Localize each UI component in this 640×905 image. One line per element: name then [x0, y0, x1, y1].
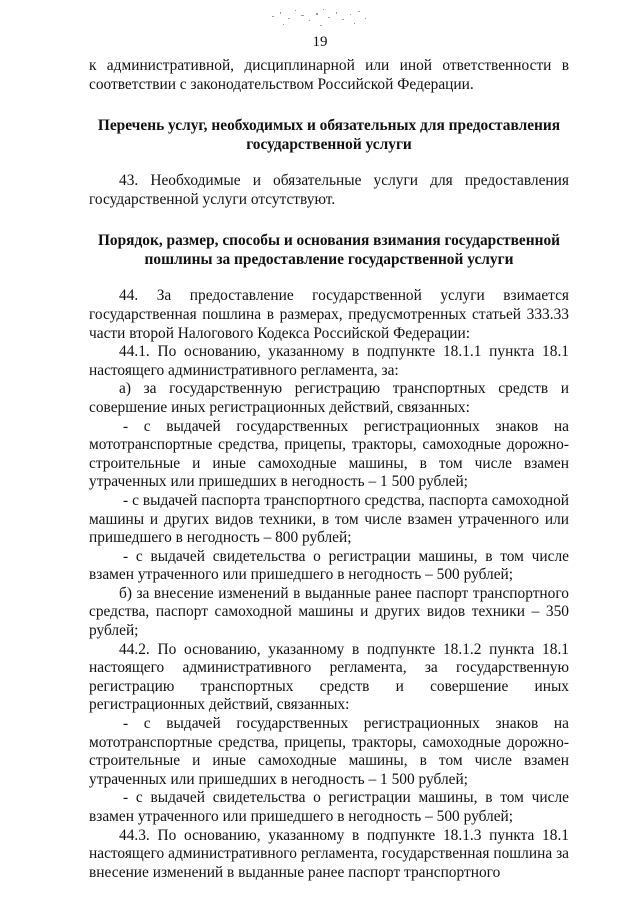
- paragraph-44: 44. За предоставление государственной услуги взимается государственная пошлина в размерах, предусмотренных статьей 333.33 части второй Налогового Кодекса Российской Федерации:: [89, 287, 569, 342]
- paragraph-44-1-a: а) за государственную регистрацию транспортных средств и совершение иных регистрационных действий, связанных:: [89, 380, 569, 416]
- list-item-44-1-a-passport: - с выдачей паспорта транспортного средства, паспорта самоходной машины и других видов техники, в том числе взамен утраченного или пришедшего в негодность – 800 рублей;: [89, 491, 569, 547]
- list-item-44-1-a-certificate: - с выдачей свидетельства о регистрации машины, в том числе взамен утраченного или пришедшего в негодность – 500 рублей;: [89, 547, 569, 584]
- list-item-44-2-plates: - с выдачей государственных регистрационных знаков на мототранспортные средства, прицепы, тракторы, самоходные дорожно-строительные и иные самоходные машины, в том числе взамен утраченных или пришедших в негодность – 1 500 рублей;: [89, 715, 569, 788]
- list-item-44-2-certificate: - с выдачей свидетельства о регистрации машины, в том числе взамен утраченного или пришедшего в негодность – 500 рублей;: [89, 789, 569, 825]
- page-number: 19: [312, 34, 328, 50]
- paragraph-44-1-b: б) за внесение изменений в выданные ранее паспорт транспортного средства, паспорт самоходной машины и других видов техники – 350 рублей;: [89, 584, 569, 640]
- document-body: [89, 57, 569, 882]
- section-heading-services: Перечень услуг, необходимых и обязательных для предоставления государственной услуги: [97, 117, 561, 154]
- list-item-44-1-a-plates: - с выдачей государственных регистрационных знаков на мототранспортные средства, прицепы, тракторы, самоходные дорожно-строительные и иные самоходные машины, в том числе взамен утраченных или пришедших в негодность – 1 500 рублей;: [89, 417, 569, 491]
- paragraph-44-1: 44.1. По основанию, указанному в подпункте 18.1.1 пункта 18.1 настоящего административного регламента, за:: [89, 343, 569, 379]
- paragraph-43: 43. Необходимые и обязательные услуги для предоставления государственной услуги отсутствуют.: [89, 172, 569, 208]
- paragraph-intro: к административной, дисциплинарной или иной ответственности в соответствии с законодательством Российской Федерации.: [89, 57, 569, 93]
- scan-noise: [268, 6, 378, 32]
- paragraph-44-2: 44.2. По основанию, указанному в подпункте 18.1.2 пункта 18.1 настоящего административного регламента, за государственную регистрацию транспортных средств и совершение иных регистрационных действий, связанных:: [89, 640, 569, 714]
- section-heading-state-fee: Порядок, размер, способы и основания взимания государственной пошлины за предоставление государственной услуги: [97, 232, 561, 269]
- paragraph-44-3: 44.3. По основанию, указанному в подпункте 18.1.3 пункта 18.1 настоящего административного регламента, государственная пошлина за внесение изменений в выданные ранее паспорт транспортного: [89, 826, 569, 881]
